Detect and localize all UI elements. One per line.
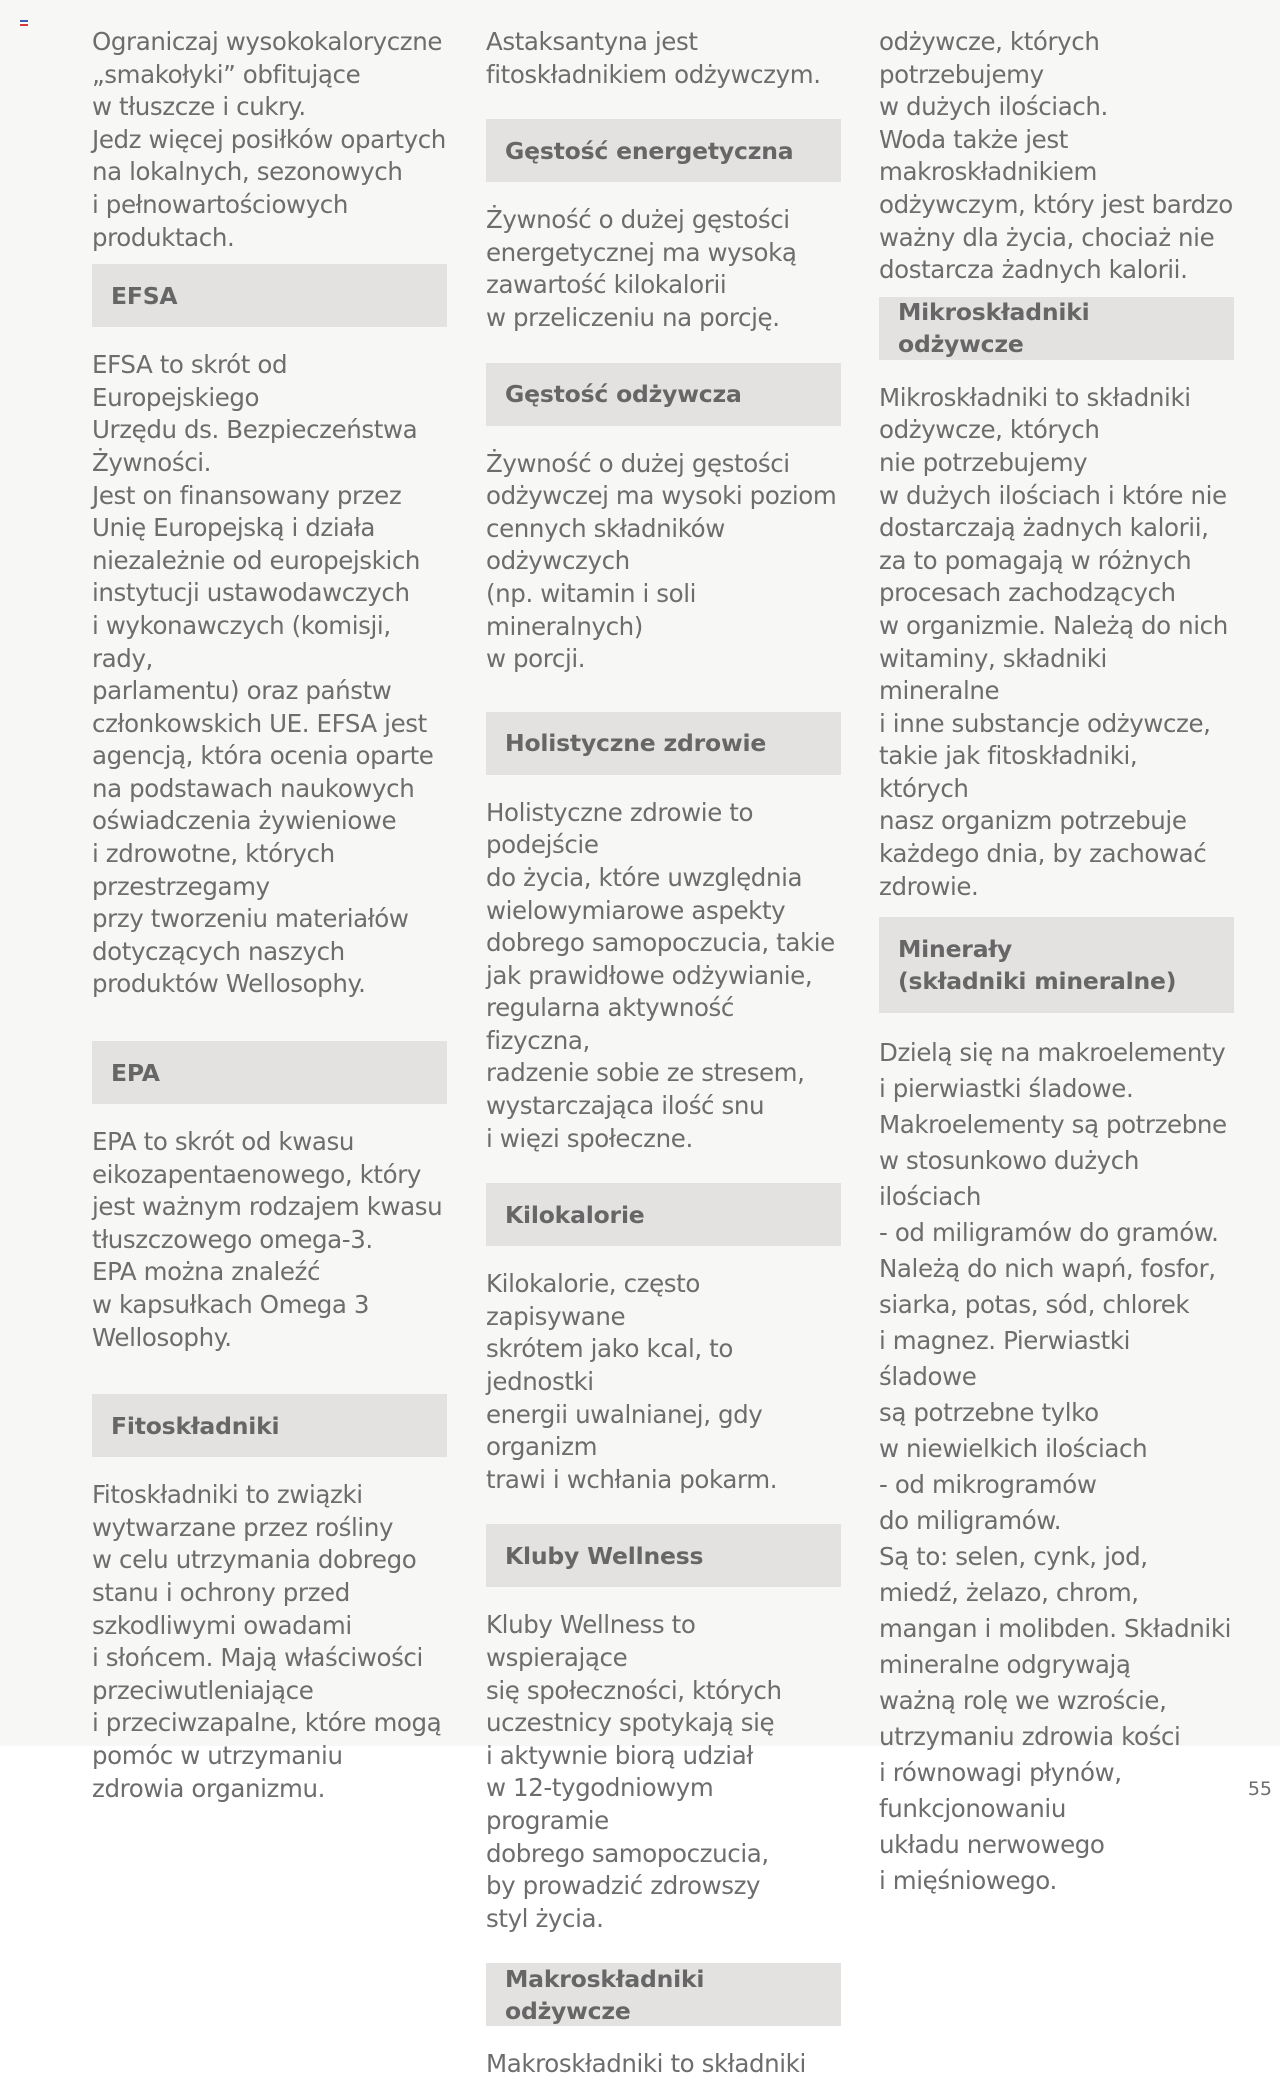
section-heading: Kluby Wellness	[486, 1524, 841, 1587]
body-paragraph: Fitoskładniki to związki wytwarzane przez rośliny w celu utrzymania dobrego stanu i ochrony przed szkodliwymi owadami i słońcem. Mają właściwości przeciwutleniające i przeciwzapalne, które mogą pomóc w utrzymaniu zdrowia organizmu.	[92, 1480, 442, 1803]
section-heading: Gęstość odżywcza	[486, 363, 841, 426]
body-paragraph: odżywcze, których potrzebujemy w dużych ilościach. Woda także jest makroskładnikiem odżywczym, który jest bardzo ważny dla życia, chociaż nie dostarcza żadnych kalorii.	[879, 27, 1233, 285]
column-middle	[486, 26, 841, 2081]
column-right	[879, 26, 1234, 1899]
body-paragraph: Makroskładniki to składniki	[486, 2049, 806, 2079]
body-paragraph: Ograniczaj wysokokaloryczne „smakołyki” obfitujące w tłuszcze i cukry. Jedz więcej posiłków opartych na lokalnych, sezonowych i pełnowartościowych produktach.	[92, 27, 446, 252]
body-paragraph: Mikroskładniki to składniki odżywcze, których nie potrzebujemy w dużych ilościach i które nie dostarczają żadnych kalorii, za to pomagają w różnych procesach zachodzących w organizmie. Należą do nich witaminy, składniki mineralne i inne substancje odżywcze, takie jak fitoskładniki, których nasz organizm potrzebuje każdego dnia, by zachować zdrowie.	[879, 382, 1228, 901]
page-number: 55	[1247, 1778, 1272, 1800]
section-heading: Kilokalorie	[486, 1183, 841, 1246]
body-paragraph: EFSA to skrót od Europejskiego Urzędu ds. Bezpieczeństwa Żywności. Jest on finansowany przez Unię Europejską i działa niezależnie od europejskich instytucji ustawodawczych i wykonawczych (komisji, rady, parlamentu) oraz państw członkowskich UE. EFSA jest agencją, która ocenia oparte na podstawach naukowych oświadczenia żywieniowe i zdrowotne, których przestrzegamy przy tworzeniu materiałów dotyczących naszych produktów Wellosophy.	[92, 350, 434, 999]
section-heading: Holistyczne zdrowie	[486, 712, 841, 775]
body-paragraph: EPA to skrót od kwasu eikozapentaenowego, który jest ważnym rodzajem kwasu tłuszczowego omega-3. EPA można znaleźć w kapsułkach Omega 3 Wellosophy.	[92, 1127, 443, 1352]
section-heading: Mikroskładniki odżywcze	[879, 297, 1234, 360]
body-paragraph: Holistyczne zdrowie to podejście do życia, które uwzględnia wielowymiarowe aspekty dobrego samopoczucia, takie jak prawidłowe odżywianie, regularna aktywność fizyczna, radzenie sobie ze stresem, wystarczająca ilość snu i więzi społeczne.	[486, 797, 835, 1153]
body-paragraph: Żywność o dużej gęstości energetycznej ma wysoką zawartość kilokalorii w przeliczeniu na porcję.	[486, 205, 797, 332]
body-paragraph: Żywność o dużej gęstości odżywczej ma wysoki poziom cennych składników odżywczych (np. witamin i soli mineralnych) w porcji.	[486, 448, 837, 674]
body-paragraph: Kilokalorie, często zapisywane skrótem jako kcal, to jednostki energii uwalnianej, gdy organizm trawi i wchłania pokarm.	[486, 1269, 778, 1494]
section-heading: Makroskładniki odżywcze	[486, 1963, 841, 2026]
section-heading: Gęstość energetyczna	[486, 119, 841, 182]
column-left	[92, 26, 447, 1805]
body-paragraph: Dzielą się na makroelementy i pierwiastki śladowe. Makroelementy są potrzebne w stosunkowo dużych ilościach - od miligramów do gramów. Należą do nich wapń, fosfor, siarka, potas, sód, chlorek i magnez. Pierwiastki śladowe są potrzebne tylko w niewielkich ilościach - od mikrogramów do miligramów. Są to: selen, cynk, jod, miedź, żelazo, chrom, mangan i molibden. Składniki mineralne odgrywają ważną rolę we wzroście, utrzymaniu zdrowia kości i równowagi płynów, funkcjonowaniu układu nerwowego i mięśniowego.	[879, 1038, 1232, 1896]
section-heading: Fitoskładniki	[92, 1394, 447, 1457]
section-heading: EPA	[92, 1041, 447, 1104]
flag-icon	[20, 20, 28, 26]
section-heading: Minerały (składniki mineralne)	[879, 917, 1234, 1013]
body-paragraph: Astaksantyna jest fitoskładnikiem odżywczym.	[486, 27, 821, 89]
body-paragraph: Kluby Wellness to wspierające się społeczności, których uczestnicy spotykają się i aktywnie biorą udział w 12-tygodniowym programie dobrego samopoczucia, by prowadzić zdrowszy styl życia.	[486, 1610, 782, 1933]
section-heading: EFSA	[92, 264, 447, 327]
